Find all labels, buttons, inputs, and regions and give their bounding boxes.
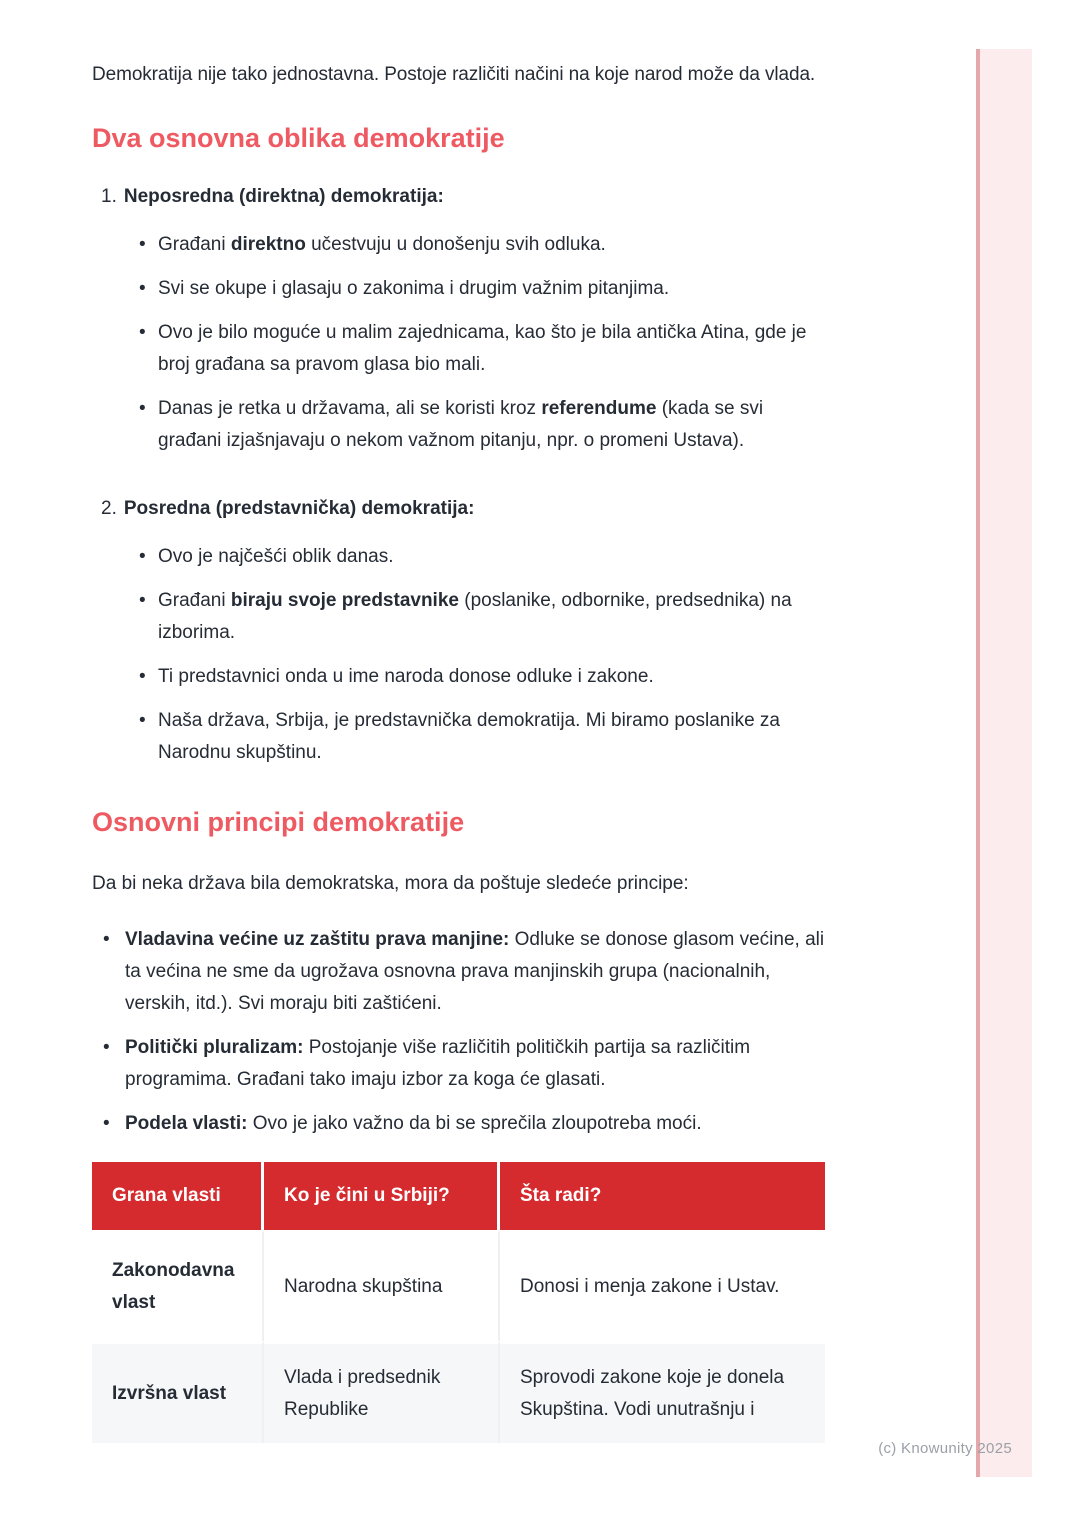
table-cell: Donosi i menja zakone i Ustav. bbox=[500, 1230, 825, 1341]
bold-text-segment: direktno bbox=[230, 234, 306, 255]
bold-text-segment: referendume bbox=[541, 398, 657, 419]
government-branches-table bbox=[92, 1162, 825, 1443]
table-cell: Sprovodi zakone koje je donela Skupština. Vodi unutrašnju i bbox=[500, 1341, 825, 1443]
text-segment: Svi se okupe i glasaju o zakonima i drugim važnim pitanjima. bbox=[158, 278, 670, 299]
intro-paragraph: Demokratija nije tako jednostavna. Postoje različiti načini na koje narod može da vlada. bbox=[92, 64, 816, 85]
table-header-row bbox=[92, 1162, 825, 1230]
table-cell: Zakonodavna vlast bbox=[92, 1230, 264, 1341]
list-item bbox=[92, 661, 825, 693]
page-edge-highlight-bar bbox=[976, 49, 1032, 1477]
text-segment: Ovo je bilo moguće u malim zajednicama, kao što je bila antička Atina, gde je broj građana sa pravom glasa bio mali. bbox=[158, 322, 807, 375]
bullet-list bbox=[92, 541, 825, 769]
table-cell: Vlada i predsednik Republike bbox=[264, 1341, 500, 1443]
table-cell: Izvršna vlast bbox=[92, 1341, 264, 1443]
table-header-cell: Šta radi? bbox=[500, 1162, 825, 1230]
principles-bullet-list bbox=[92, 924, 825, 1140]
text-segment: Postojanje više različitih političkih partija sa različitim programima. Građani tako imaju izbor za koga će glasati. bbox=[125, 1037, 751, 1090]
list-item bbox=[92, 229, 825, 261]
text-segment: Ti predstavnici onda u ime naroda donose odluke i zakone. bbox=[158, 666, 654, 687]
list-item bbox=[92, 924, 825, 1020]
list-item bbox=[92, 585, 825, 649]
text-segment: Odluke se donose glasom većine, ali ta većina ne sme da ugrožava osnovna prava manjinskih grupa (nacionalnih, verskih, itd.). Svi moraju biti zaštićeni. bbox=[125, 929, 825, 1014]
list-item bbox=[92, 541, 825, 573]
item-label: Neposredna (direktna) demokratija: bbox=[123, 186, 444, 207]
bold-text-segment: biraju svoje predstavnike bbox=[230, 590, 459, 611]
list-item bbox=[92, 705, 825, 769]
text-segment: (kada se svi građani izjašnjavaju o nekom važnom pitanju, npr. o promeni Ustava). bbox=[158, 398, 764, 451]
bullet-list bbox=[92, 229, 825, 457]
list-item bbox=[92, 1108, 825, 1140]
text-segment: Ovo je najčešći oblik danas. bbox=[158, 546, 394, 567]
section-heading-principles: Osnovni principi demokratije bbox=[92, 807, 465, 837]
item-label: Posredna (predstavnička) demokratija: bbox=[123, 498, 475, 519]
bold-text-segment: Vladavina većine uz zaštitu prava manjine: bbox=[125, 929, 510, 950]
text-segment: Danas je retka u državama, ali se koristi kroz bbox=[158, 398, 542, 419]
table-row bbox=[92, 1341, 825, 1443]
bold-text-segment: Politički pluralizam: bbox=[125, 1037, 304, 1058]
copyright-watermark: (c) Knowunity 2025 bbox=[878, 1440, 1012, 1457]
list-item bbox=[92, 1032, 825, 1096]
list-item bbox=[92, 393, 825, 457]
text-segment: Građani bbox=[158, 234, 231, 255]
text-segment: Naša država, Srbija, je predstavnička demokratija. Mi biramo poslanike za Narodnu skupštinu. bbox=[158, 710, 780, 763]
item-number: 1. bbox=[101, 186, 117, 207]
numbered-item-2 bbox=[92, 493, 825, 525]
text-segment: Ovo je jako važno da bi se sprečila zloupotreba moći. bbox=[247, 1113, 702, 1134]
text-segment: učestvuju u donošenju svih odluka. bbox=[305, 234, 606, 255]
table-row bbox=[92, 1230, 825, 1341]
table-header-cell: Grana vlasti bbox=[92, 1162, 264, 1230]
numbered-item-1 bbox=[92, 181, 825, 213]
table-header-cell: Ko je čini u Srbiji? bbox=[264, 1162, 500, 1230]
table-cell: Narodna skupština bbox=[264, 1230, 500, 1341]
bold-text-segment: Podela vlasti: bbox=[125, 1113, 248, 1134]
principles-lead-paragraph: Da bi neka država bila demokratska, mora da poštuje sledeće principe: bbox=[92, 873, 689, 894]
section-heading-forms: Dva osnovna oblika demokratije bbox=[92, 123, 505, 153]
document-content bbox=[92, 0, 825, 1443]
list-item bbox=[92, 317, 825, 381]
item-number: 2. bbox=[101, 498, 117, 519]
text-segment: (poslanike, odbornike, predsednika) na izborima. bbox=[158, 590, 792, 643]
text-segment: Građani bbox=[158, 590, 231, 611]
list-item bbox=[92, 273, 825, 305]
